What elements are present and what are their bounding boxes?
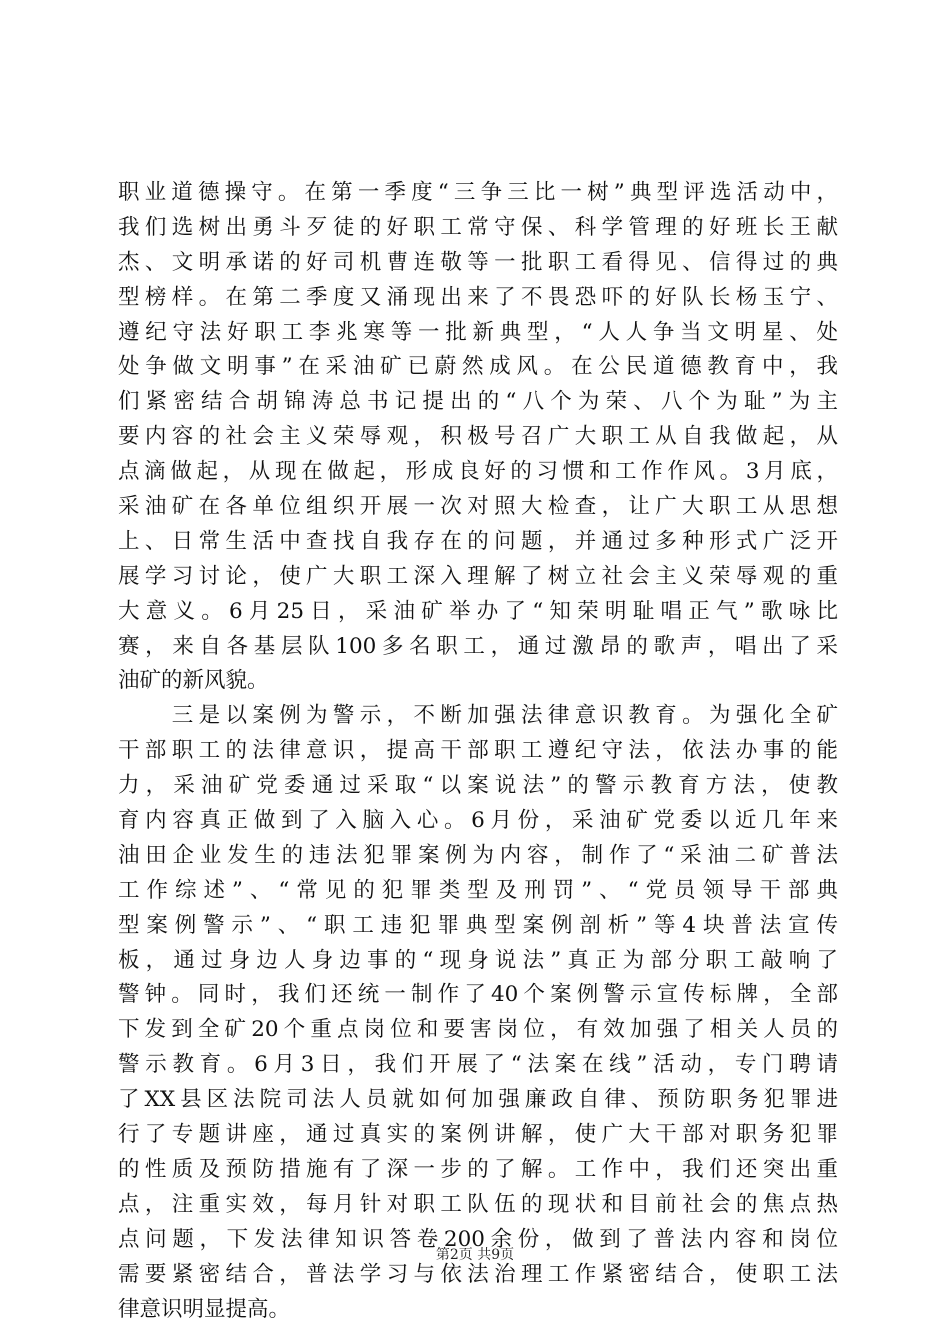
text-line: 点滴做起，从现在做起，形成良好的习惯和工作作风。3月底， — [118, 459, 838, 485]
text-line: 油田企业发生的违法犯罪案例为内容，制作了“采油二矿普法 — [118, 842, 838, 868]
text-line: 了XX县区法院司法人员就如何加强廉政自律、预防职务犯罪进 — [118, 1087, 838, 1113]
text-line: 的性质及预防措施有了深一步的了解。工作中，我们还突出重 — [118, 1156, 838, 1182]
text-line: 型榜样。在第二季度又涌现出来了不畏恐吓的好队长杨玉宁、 — [118, 284, 838, 310]
text-line: 型案例警示”、“职工违犯罪典型案例剖析”等4块普法宣传 — [118, 912, 838, 938]
text-line: 律意识明显提高。 — [118, 1296, 291, 1322]
text-line: 点，注重实效，每月针对职工队伍的现状和目前社会的焦点热 — [118, 1191, 838, 1217]
text-line: 大意义。6月25日，采油矿举办了“知荣明耻唱正气”歌咏比 — [118, 598, 838, 624]
text-line: 板，通过身边人身边事的“现身说法”真正为部分职工敲响了 — [118, 947, 838, 973]
text-line: 警钟。同时，我们还统一制作了40个案例警示宣传标牌，全部 — [118, 982, 838, 1008]
text-line: 干部职工的法律意识，提高干部职工遵纪守法，依法办事的能 — [118, 738, 838, 764]
text-line: 工作综述”、“常见的犯罪类型及刑罚”、“党员领导干部典 — [118, 877, 838, 903]
text-line: 力，采油矿党委通过采取“以案说法”的警示教育方法，使教 — [118, 773, 838, 799]
text-line: 三是以案例为警示，不断加强法律意识教育。为强化全矿 — [118, 703, 838, 729]
text-line: 展学习讨论，使广大职工深入理解了树立社会主义荣辱观的重 — [118, 563, 838, 589]
text-line: 们紧密结合胡锦涛总书记提出的“八个为荣、八个为耻”为主 — [118, 389, 838, 415]
text-line: 油矿的新风貌。 — [118, 668, 269, 694]
text-line: 下发到全矿20个重点岗位和要害岗位，有效加强了相关人员的 — [118, 1017, 838, 1043]
text-line: 赛，来自各基层队100多名职工，通过激昂的歌声，唱出了采 — [118, 633, 838, 659]
body-text — [118, 176, 838, 1327]
text-line: 处争做文明事”在采油矿已蔚然成风。在公民道德教育中，我 — [118, 354, 838, 380]
text-line: 遵纪守法好职工李兆寒等一批新典型，“人人争当文明星、处 — [118, 319, 838, 345]
text-line: 行了专题讲座，通过真实的案例讲解，使广大干部对职务犯罪 — [118, 1122, 838, 1148]
text-line: 警示教育。6月3日，我们开展了“法案在线”活动，专门聘请 — [118, 1052, 838, 1078]
text-line: 我们选树出勇斗歹徒的好职工常守保、科学管理的好班长王献 — [118, 214, 838, 240]
text-line: 采油矿在各单位组织开展一次对照大检查，让广大职工从思想 — [118, 494, 838, 520]
text-line: 杰、文明承诺的好司机曹连敬等一批职工看得见、信得过的典 — [118, 249, 838, 275]
text-line: 要内容的社会主义荣辱观，积极号召广大职工从自我做起，从 — [118, 424, 838, 450]
page-number: 第2页 共9页 — [435, 1247, 515, 1263]
text-line: 需要紧密结合，普法学习与依法治理工作紧密结合，使职工法 — [118, 1261, 838, 1287]
text-line: 上、日常生活中查找自我存在的问题，并通过多种形式广泛开 — [118, 528, 838, 554]
text-line: 点问题，下发法律知识答卷200余份，做到了普法内容和岗位 — [118, 1226, 838, 1252]
text-line: 育内容真正做到了入脑入心。6月份，采油矿党委以近几年来 — [118, 808, 838, 834]
text-line: 职业道德操守。在第一季度“三争三比一树”典型评选活动中， — [118, 180, 838, 205]
page-footer — [0, 1245, 950, 1265]
